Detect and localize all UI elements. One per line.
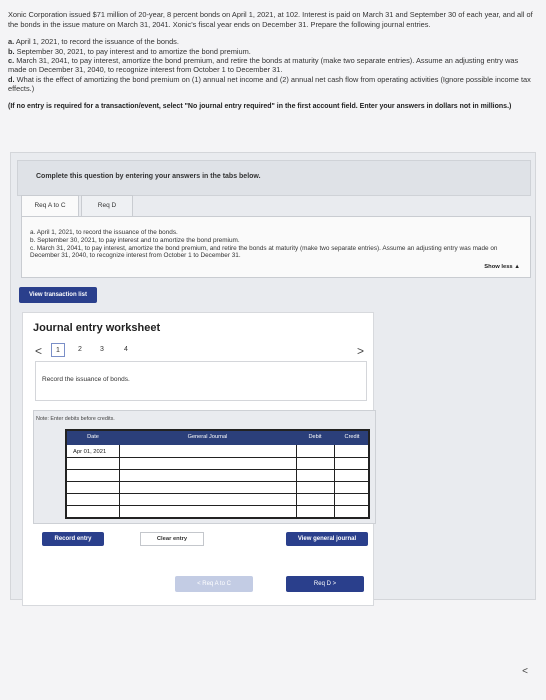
page-2[interactable]: 2 [78, 346, 82, 353]
table-row[interactable] [67, 457, 368, 458]
page-1[interactable]: 1 [51, 343, 65, 357]
table-row[interactable] [67, 493, 368, 494]
header-general-journal: General Journal [187, 434, 228, 440]
problem-intro: Xonic Corporation issued $71 million of 20-year, 8 percent bonds on April 1, 2021, at 102. Interest is paid on March 31 and September 30 of each year, and all of the bonds in the issue mature on March 31, 2041. Xonic's fiscal year ends on December 31. Prepare the following journal entries. [8, 10, 533, 29]
complete-text: Complete this question by entering your answers in the tabs below. [36, 173, 261, 180]
header-debit: Debit [308, 434, 322, 440]
next-req-button[interactable]: Req D > [286, 576, 364, 592]
part-a: a. April 1, 2021, to record the issuance of the bonds. [8, 37, 179, 47]
page-3[interactable]: 3 [100, 346, 104, 353]
journal-table-header [67, 431, 368, 445]
entry-area [33, 410, 376, 524]
view-transaction-list-button[interactable]: View transaction list [19, 287, 97, 303]
tab-req-d[interactable]: Req D [81, 195, 133, 217]
debit-credit-note: Note: Enter debits before credits. [36, 416, 115, 422]
record-instruction-box [35, 361, 367, 401]
journal-table [65, 429, 370, 519]
table-row[interactable] [67, 481, 368, 482]
instructions: (If no entry is required for a transaction/event, select "No journal entry required" in the first account field. Enter your answers in dollars not in millions.) [8, 102, 512, 110]
clear-entry-button[interactable]: Clear entry [140, 532, 204, 546]
record-instruction: Record the issuance of bonds. [42, 376, 130, 383]
table-row[interactable] [67, 505, 368, 506]
req-line-b: b. September 30, 2021, to pay interest and to amortize the bond premium. [30, 236, 240, 244]
worksheet-title: Journal entry worksheet [33, 322, 161, 334]
view-general-journal-button[interactable]: View general journal [286, 532, 368, 546]
req-line-c: c. March 31, 2041, to pay interest, amortize the bond premium, and retire the bonds at maturity (make two separate entries). Assume an adjusting entry was made on December 31, 2040, to recognize interest from October 1 to December 31. [30, 244, 498, 260]
show-less-toggle[interactable]: Show less ▲ [484, 264, 520, 271]
header-credit: Credit [344, 434, 360, 440]
complete-banner [17, 160, 531, 196]
prev-req-button[interactable]: < Req A to C [175, 576, 253, 592]
tab-content [21, 216, 531, 278]
part-c: c. March 31, 2041, to pay interest, amortize the bond premium, and retire the bonds at maturity (make two separate entries). Assume an adjusting entry was made on December 31, 2040, to recognize interest from October 1 to December 31. [8, 56, 519, 75]
table-row[interactable] [67, 469, 368, 470]
record-entry-button[interactable]: Record entry [42, 532, 104, 546]
problem-statement [8, 10, 538, 111]
worksheet-pager [35, 343, 367, 359]
back-arrow-icon[interactable]: < [522, 666, 528, 677]
entry-date[interactable]: Apr 01, 2021 [73, 449, 107, 455]
page-4[interactable]: 4 [124, 346, 128, 353]
problem-parts [8, 37, 538, 93]
next-page-icon[interactable]: > [357, 344, 365, 358]
tab-req-a-to-c[interactable]: Req A to C [21, 195, 79, 217]
header-date: Date [87, 434, 99, 440]
part-d: d. What is the effect of amortizing the bond premium on (1) annual net income and (2) annual net cash flow from operating activities (Ignore possible income tax effects.) [8, 74, 531, 94]
prev-page-icon[interactable]: < [35, 344, 43, 358]
part-b: b. September 30, 2021, to pay interest and to amortize the bond premium. [8, 46, 251, 56]
req-line-a: a. April 1, 2021, to record the issuance of the bonds. [30, 229, 178, 236]
